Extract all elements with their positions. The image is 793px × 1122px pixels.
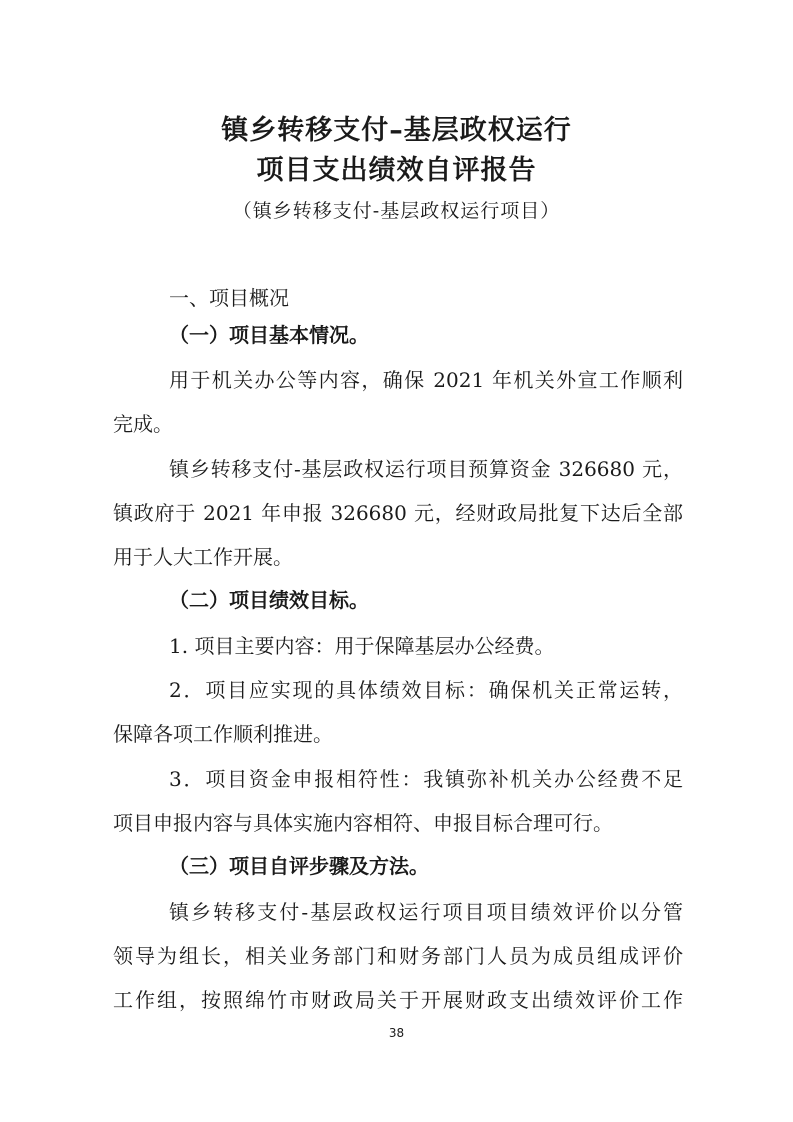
- subsection-heading-basic-info: （一）项目基本情况。: [169, 323, 369, 347]
- paragraph-line: 用于人大工作开展。: [113, 545, 293, 569]
- paragraph-line: 完成。: [113, 412, 173, 436]
- subsection-heading-evaluation-method: （三）项目自评步骤及方法。: [169, 854, 429, 878]
- list-item-continuation: 保障各项工作顺利推进。: [113, 722, 333, 746]
- report-subtitle: （镇乡转移支付-基层政权运行项目）: [232, 200, 561, 222]
- list-item: 3．项目资金申报相符性：我镇弥补机关办公经费不足: [169, 767, 683, 791]
- paragraph-line: 领导为组长，相关业务部门和财务部门人员为成员组成评价: [113, 944, 683, 968]
- report-title-line-2: 项目支出绩效自评报告: [256, 155, 537, 186]
- report-title-line-1: 镇乡转移支付–基层政权运行: [221, 115, 572, 146]
- list-item: 2．项目应实现的具体绩效目标：确保机关正常运转，: [169, 678, 683, 702]
- list-item: 1. 项目主要内容：用于保障基层办公经费。: [169, 634, 555, 658]
- page-number: 38: [388, 1026, 405, 1040]
- paragraph-line: 用于机关办公等内容，确保 2021 年机关外宣工作顺利: [169, 368, 683, 392]
- section-heading-overview: 一、项目概况: [169, 286, 289, 310]
- subsection-heading-performance-goals: （二）项目绩效目标。: [169, 588, 369, 612]
- list-item-continuation: 项目申报内容与具体实施内容相符、申报目标合理可行。: [113, 811, 613, 835]
- paragraph-line: 镇乡转移支付-基层政权运行项目项目绩效评价以分管: [169, 900, 683, 924]
- paragraph-line: 镇政府于 2021 年申报 326680 元，经财政局批复下达后全部: [113, 501, 683, 525]
- paragraph-line: 镇乡转移支付-基层政权运行项目预算资金 326680 元，: [169, 457, 683, 481]
- paragraph-line: 工作组，按照绵竹市财政局关于开展财政支出绩效评价工作: [113, 988, 683, 1012]
